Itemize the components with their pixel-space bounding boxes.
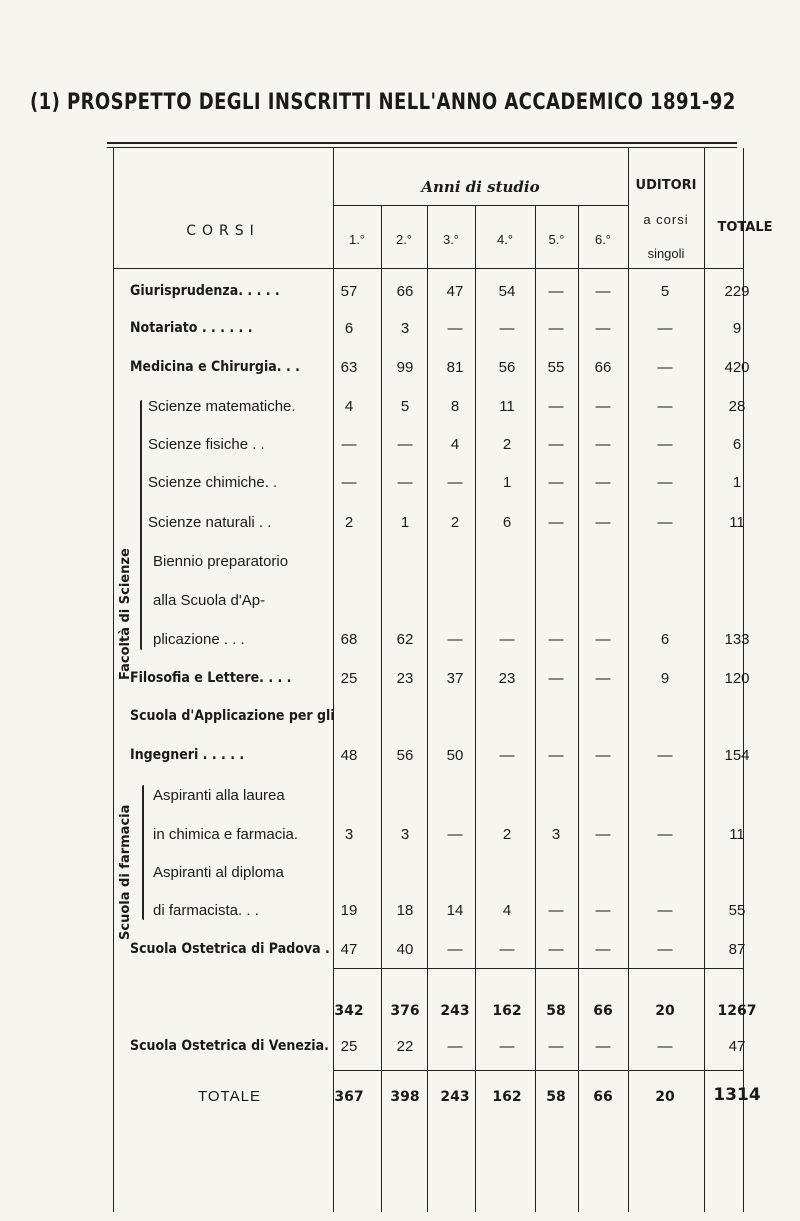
table-cell: — bbox=[341, 436, 357, 453]
header-uditori: UDITORI bbox=[635, 178, 697, 193]
row-label: Ingegneri . . . . . bbox=[130, 747, 245, 763]
table-cell: — bbox=[548, 514, 564, 531]
table-cell: 5 bbox=[400, 398, 410, 415]
table-cell: — bbox=[595, 283, 611, 300]
row-label: Biennio preparatorio bbox=[153, 553, 289, 570]
header-uditori-sub2: singoli bbox=[647, 246, 685, 261]
total-cell: 58 bbox=[546, 1089, 566, 1105]
table-cell: 420 bbox=[724, 359, 750, 376]
table-cell: 1 bbox=[732, 474, 742, 491]
table-cell: — bbox=[657, 320, 673, 337]
header-anni: Anni di studio bbox=[421, 178, 540, 196]
header-rule bbox=[113, 268, 743, 269]
table-cell: 9 bbox=[732, 320, 742, 337]
table-cell: 6 bbox=[660, 631, 670, 648]
table-cell: — bbox=[548, 670, 564, 687]
table-cell: — bbox=[657, 826, 673, 843]
column-rule bbox=[113, 148, 114, 1212]
table-cell: 120 bbox=[724, 670, 750, 687]
table-cell: 2 bbox=[502, 826, 512, 843]
table-cell: 23 bbox=[498, 670, 516, 687]
column-rule bbox=[475, 205, 476, 1212]
table-top-rule-thin bbox=[107, 147, 737, 148]
group-label-scienze: Facoltà di Scienze bbox=[118, 548, 133, 680]
table-cell: 6 bbox=[344, 320, 354, 337]
total-cell: 243 bbox=[440, 1089, 470, 1105]
subtotal-cell: 58 bbox=[546, 1003, 566, 1019]
table-cell: 19 bbox=[340, 902, 358, 919]
subtotal-cell: 342 bbox=[334, 1003, 364, 1019]
table-cell: 28 bbox=[728, 398, 746, 415]
row-label: Scuola Ostetrica di Padova . bbox=[130, 941, 330, 957]
table-cell: — bbox=[595, 631, 611, 648]
table-cell: 11 bbox=[729, 826, 745, 843]
table-cell: 47 bbox=[446, 283, 464, 300]
header-year: 6.° bbox=[594, 232, 612, 247]
table-cell: 56 bbox=[498, 359, 516, 376]
table-cell: — bbox=[595, 902, 611, 919]
total-cell: 367 bbox=[334, 1089, 364, 1105]
table-cell: 57 bbox=[340, 283, 358, 300]
row-label: Medicina e Chirurgia. . . bbox=[130, 359, 300, 375]
table-cell: — bbox=[447, 320, 463, 337]
table-cell: 1 bbox=[502, 474, 512, 491]
row-label: Scienze fisiche . . bbox=[148, 436, 265, 453]
header-uditori-sub1: a corsi bbox=[643, 212, 689, 227]
header-corsi: CORSI bbox=[186, 223, 260, 239]
table-cell: 229 bbox=[724, 283, 750, 300]
table-cell: 55 bbox=[547, 359, 565, 376]
table-cell: — bbox=[548, 941, 564, 958]
table-cell: — bbox=[657, 474, 673, 491]
table-top-rule bbox=[107, 142, 737, 144]
header-year: 5.° bbox=[548, 232, 565, 247]
group-label-farmacia: Scuola di farmacia bbox=[118, 804, 133, 940]
table-cell: 23 bbox=[396, 670, 414, 687]
header-year: 4.° bbox=[496, 232, 514, 247]
column-rule bbox=[535, 205, 536, 1212]
column-rule bbox=[427, 205, 428, 1212]
table-cell: 1 bbox=[400, 514, 410, 531]
total-cell: 1314 bbox=[713, 1085, 761, 1105]
row-label: Aspiranti alla laurea bbox=[153, 787, 285, 804]
row-label: di farmacista. . . bbox=[153, 902, 259, 919]
table-cell: — bbox=[447, 941, 463, 958]
table-cell: 3 bbox=[551, 826, 561, 843]
table-cell: 18 bbox=[396, 902, 414, 919]
table-cell: — bbox=[447, 826, 463, 843]
table-cell: 25 bbox=[340, 670, 358, 687]
table-cell: — bbox=[657, 436, 673, 453]
subtotal-cell: 20 bbox=[655, 1003, 675, 1019]
table-cell: 25 bbox=[340, 1038, 358, 1055]
table-cell: 2 bbox=[344, 514, 354, 531]
column-rule bbox=[381, 205, 382, 1212]
table-cell: — bbox=[447, 1038, 463, 1055]
table-cell: 81 bbox=[446, 359, 464, 376]
table-cell: — bbox=[447, 631, 463, 648]
table-cell: 40 bbox=[396, 941, 414, 958]
table-cell: — bbox=[595, 826, 611, 843]
row-label: Scienze chimiche. . bbox=[148, 474, 278, 491]
table-cell: 3 bbox=[400, 320, 410, 337]
table-cell: — bbox=[657, 1038, 673, 1055]
table-cell: — bbox=[595, 514, 611, 531]
total-cell: 66 bbox=[593, 1089, 613, 1105]
subtotal-cell: 376 bbox=[390, 1003, 420, 1019]
table-cell: — bbox=[595, 747, 611, 764]
table-cell: 54 bbox=[498, 283, 516, 300]
header-year: 1.° bbox=[348, 232, 366, 247]
row-label: Giurisprudenza. . . . . bbox=[130, 283, 280, 299]
table-cell: 47 bbox=[340, 941, 358, 958]
table-cell: — bbox=[548, 398, 564, 415]
row-label: Scuola d'Applicazione per gli bbox=[130, 708, 335, 724]
table-cell: — bbox=[595, 436, 611, 453]
column-rule bbox=[704, 148, 705, 1212]
table-cell: — bbox=[595, 474, 611, 491]
table-cell: 50 bbox=[446, 747, 464, 764]
table-cell: — bbox=[548, 436, 564, 453]
page-title: (1) PROSPETTO DEGLI INSCRITTI NELL'ANNO ACCADEMICO 1891-92 bbox=[30, 90, 736, 115]
row-label: Aspiranti al diploma bbox=[153, 864, 284, 881]
table-cell: 3 bbox=[400, 826, 410, 843]
total-cell: 162 bbox=[492, 1089, 522, 1105]
table-cell: 3 bbox=[344, 826, 354, 843]
row-label: in chimica e farmacia. bbox=[153, 826, 299, 843]
subtotal-cell: 1267 bbox=[717, 1003, 757, 1019]
table-cell: — bbox=[595, 398, 611, 415]
table-cell: 99 bbox=[396, 359, 414, 376]
table-cell: — bbox=[548, 631, 564, 648]
table-cell: — bbox=[548, 902, 564, 919]
table-cell: — bbox=[397, 436, 413, 453]
table-cell: — bbox=[341, 474, 357, 491]
table-cell: 87 bbox=[728, 941, 746, 958]
table-cell: — bbox=[657, 398, 673, 415]
table-cell: — bbox=[499, 941, 515, 958]
table-cell: — bbox=[548, 474, 564, 491]
table-cell: — bbox=[548, 320, 564, 337]
table-cell: 4 bbox=[502, 902, 512, 919]
table-cell: 14 bbox=[446, 902, 464, 919]
table-cell: — bbox=[548, 1038, 564, 1055]
table-cell: 2 bbox=[450, 514, 460, 531]
group-bracket-scienze bbox=[140, 400, 142, 650]
table-cell: — bbox=[657, 747, 673, 764]
total-cell: 398 bbox=[390, 1089, 420, 1105]
table-cell: 63 bbox=[340, 359, 358, 376]
table-cell: — bbox=[595, 941, 611, 958]
row-label: Scienze matematiche. bbox=[148, 398, 296, 415]
header-year: 3.° bbox=[442, 232, 460, 247]
table-cell: — bbox=[595, 670, 611, 687]
header-totale: TOTALE bbox=[717, 220, 773, 235]
table-cell: 47 bbox=[728, 1038, 746, 1055]
table-cell: 62 bbox=[396, 631, 414, 648]
table-cell: 2 bbox=[502, 436, 512, 453]
table-cell: — bbox=[595, 1038, 611, 1055]
table-cell: 37 bbox=[446, 670, 464, 687]
table-cell: — bbox=[657, 941, 673, 958]
row-label: Scienze naturali . . bbox=[148, 514, 272, 531]
row-label: alla Scuola d'Ap- bbox=[153, 592, 266, 609]
total-label: TOTALE bbox=[198, 1088, 261, 1105]
table-cell: 11 bbox=[499, 398, 515, 415]
table-cell: 22 bbox=[396, 1038, 414, 1055]
table-cell: 8 bbox=[450, 398, 460, 415]
table-cell: 66 bbox=[396, 283, 414, 300]
table-cell: 55 bbox=[728, 902, 746, 919]
table-cell: 68 bbox=[340, 631, 358, 648]
table-cell: 48 bbox=[340, 747, 358, 764]
table-cell: — bbox=[657, 514, 673, 531]
table-cell: 4 bbox=[344, 398, 354, 415]
row-label: Scuola Ostetrica di Venezia. bbox=[130, 1038, 329, 1054]
subtotal-cell: 162 bbox=[492, 1003, 522, 1019]
table-cell: 5 bbox=[660, 283, 670, 300]
table-cell: — bbox=[548, 283, 564, 300]
row-label: plicazione . . . bbox=[153, 631, 245, 648]
table-cell: — bbox=[657, 359, 673, 376]
row-label: Filosofia e Lettere. . . . bbox=[130, 670, 292, 686]
header-year: 2.° bbox=[395, 232, 413, 247]
table-cell: 66 bbox=[594, 359, 612, 376]
table-cell: 9 bbox=[660, 670, 670, 687]
table-cell: — bbox=[447, 474, 463, 491]
table-cell: — bbox=[548, 747, 564, 764]
table-cell: — bbox=[499, 631, 515, 648]
table-cell: — bbox=[499, 320, 515, 337]
table-cell: 6 bbox=[732, 436, 742, 453]
total-rule bbox=[333, 1070, 743, 1071]
table-cell: 133 bbox=[724, 631, 750, 648]
subtotal-cell: 66 bbox=[593, 1003, 613, 1019]
subtotal-cell: 243 bbox=[440, 1003, 470, 1019]
table-cell: — bbox=[499, 747, 515, 764]
table-cell: 56 bbox=[396, 747, 414, 764]
table-cell: 4 bbox=[450, 436, 460, 453]
table-cell: 11 bbox=[729, 514, 745, 531]
table-cell: — bbox=[499, 1038, 515, 1055]
table-cell: — bbox=[397, 474, 413, 491]
table-cell: — bbox=[595, 320, 611, 337]
subtotal-rule bbox=[333, 968, 743, 969]
group-bracket-farmacia bbox=[142, 785, 144, 920]
row-label: Notariato . . . . . . bbox=[130, 320, 253, 336]
table-cell: — bbox=[657, 902, 673, 919]
table-cell: 6 bbox=[502, 514, 512, 531]
column-rule bbox=[578, 205, 579, 1212]
header-rule bbox=[333, 205, 628, 206]
table-cell: 154 bbox=[724, 747, 750, 764]
total-cell: 20 bbox=[655, 1089, 675, 1105]
